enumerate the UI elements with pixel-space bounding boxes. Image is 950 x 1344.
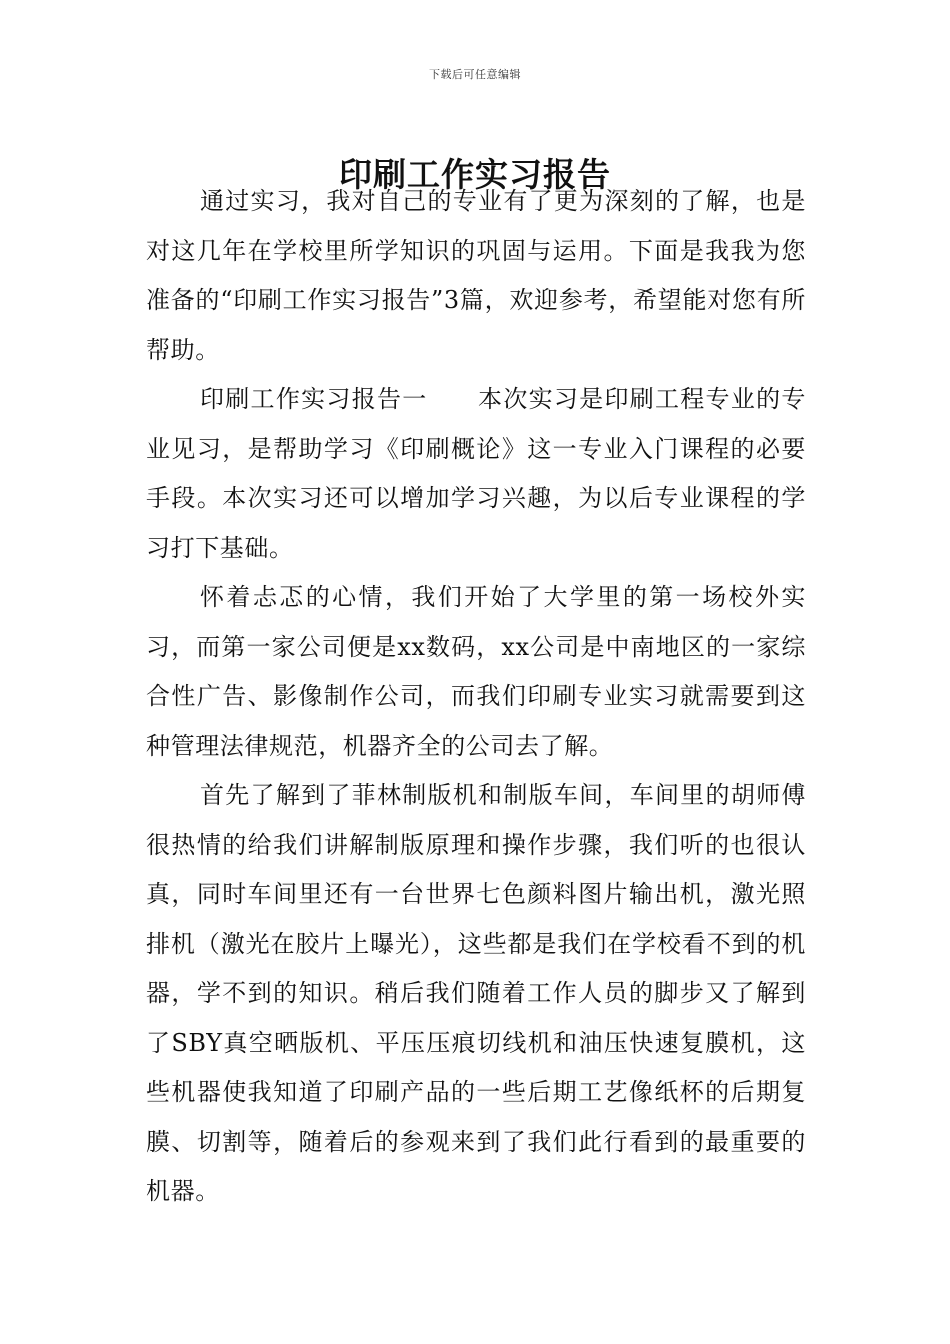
paragraph-intro: 通过实习，我对自己的专业有了更为深刻的了解，也是对这几年在学校里所学知识的巩固与运用。下面是我我为您准备的“印刷工作实习报告”3篇，欢迎参考，希望能对您有所帮助。	[146, 187, 806, 364]
header-note: 下载后可任意编辑	[429, 68, 521, 81]
document-title: 印刷工作实习报告	[339, 155, 611, 195]
document-body	[146, 177, 806, 1217]
paragraph-first-visit: 怀着忐忑的心情，我们开始了大学里的第一场校外实习，而第一家公司便是xx数码，xx公司是中南地区的一家综合性广告、影像制作公司，而我们印刷专业实习就需要到这种管理法律规范，机器齐全的公司去了解。	[146, 583, 806, 760]
paragraph-equipment: 首先了解到了菲林制版机和制版车间，车间里的胡师傅很热情的给我们讲解制版原理和操作步骤，我们听的也很认真，同时车间里还有一台世界七色颜料图片输出机，激光照排机（激光在胶片上曝光），这些都是我们在学校看不到的机器，学不到的知识。稍后我们随着工作人员的脚步又了解到了SBY真空晒版机、平压压痕切线机和油压快速复膜机，这些机器使我知道了印刷产品的一些后期工艺像纸杯的后期复膜、切割等，随着后的参观来到了我们此行看到的最重要的机器。	[146, 781, 806, 1205]
paragraph-report-one: 印刷工作实习报告一 本次实习是印刷工程专业的专业见习，是帮助学习《印刷概论》这一专业入门课程的必要手段。本次实习还可以增加学习兴趣，为以后专业课程的学习打下基础。	[146, 385, 806, 562]
